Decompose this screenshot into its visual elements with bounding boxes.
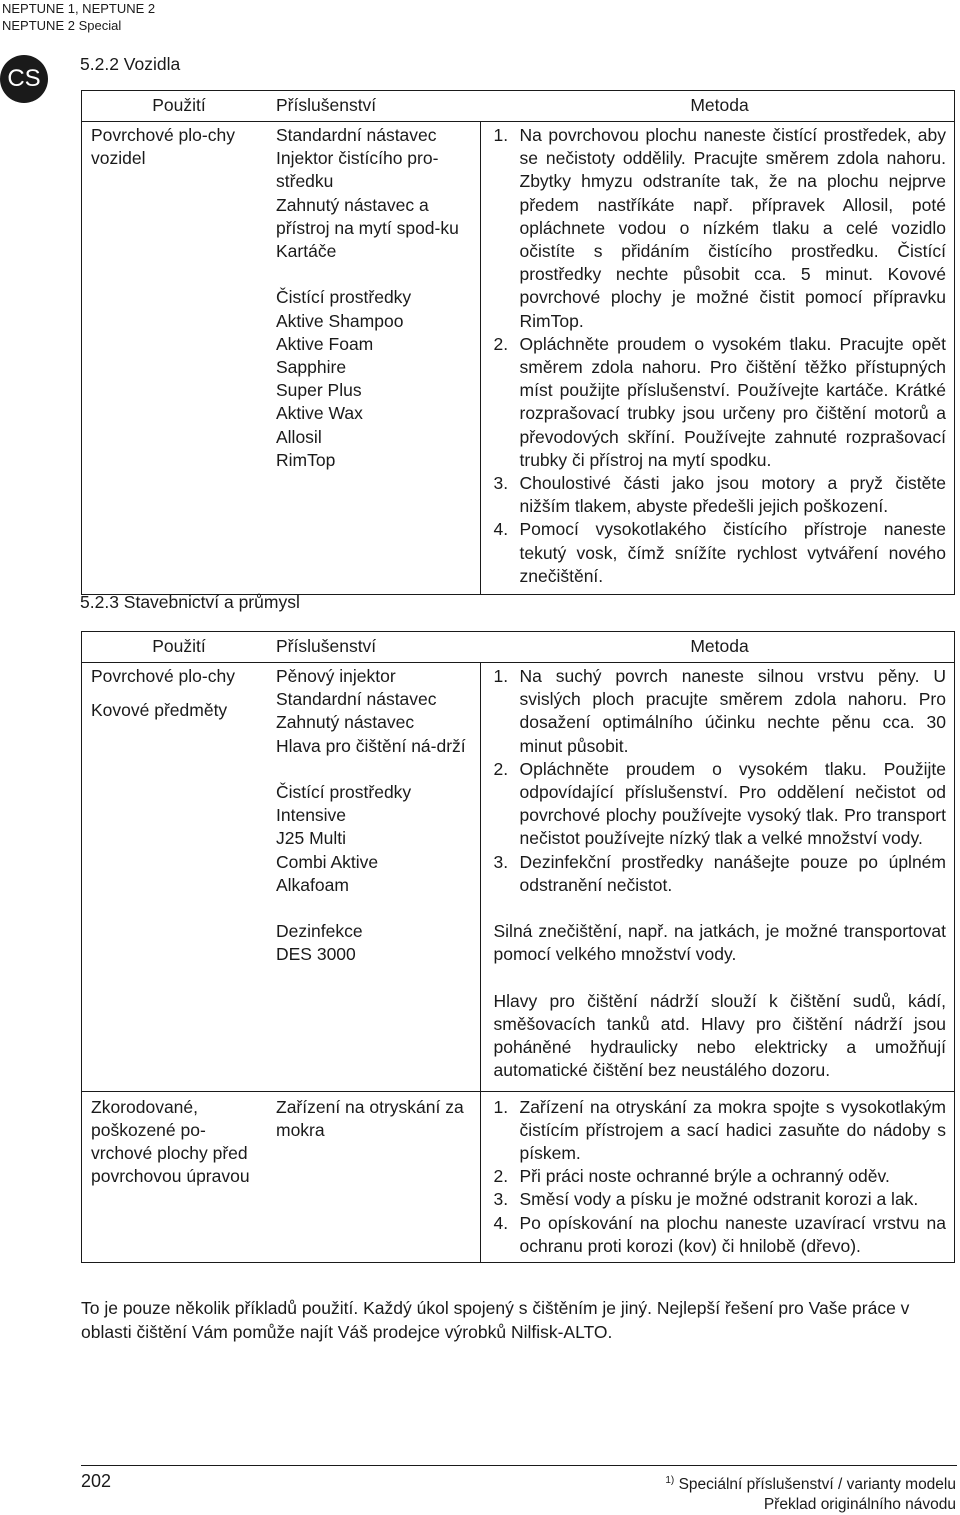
accessory-item: Kartáče (276, 241, 337, 262)
use-cell (82, 663, 268, 1092)
model-line-1: NEPTUNE 1, NEPTUNE 2 (2, 1, 156, 16)
accessory-item: Čistící prostředky (276, 782, 412, 802)
method-note: Silná znečištění, např. na jatkách, je možné transportovat pomocí velkého množství vody. (493, 921, 946, 965)
accessory-item: Combi Aktive (276, 851, 379, 872)
industry-table (81, 631, 955, 1263)
section-title-industry: 5.2.3 Stavebnictví a průmysl (80, 592, 300, 612)
method-step: 1. Na povrchovou plochu naneste čistící prostředek, aby se nečistoty oddělily. Pracujte směrem zdola nahoru. Zbytky hmyzu odstraníte tak, že na plochu nejprve předem nastříkáte např. přípravek Allosil, poté opláchnete vodou o nízkém tlaku a celé vozidlo očistíte s přidáním čistícího prostředku. Čistící prostředky nechte působit cca. 5 minut. Kovové povrchové plochy je možné čistit pomocí přípravku RimTop. (493, 125, 946, 331)
method-step: 2. Při práci noste ochranné brýle a ochranný oděv. (493, 1166, 890, 1187)
accessory-item: Aktive Wax (276, 403, 363, 424)
accessory-item: Zařízení na otryskání za mokra (276, 1096, 464, 1140)
method-note: Hlavy pro čištění nádrží slouží k čištění sudů, kádí, směšovacích tanků atd. Hlavy pro čištění nádrží jsou poháněné hydraulicky nebo elektricky a umožňují automatické čištění bez neustálého dozoru. (493, 990, 946, 1081)
method-step: 3. Směsí vody a písku je možné odstranit korozi a lak. (493, 1189, 919, 1210)
method-step: 4. Pomocí vysokotlakého čistícího přístroje naneste tekutý vosk, čímž snížíte rychlost vytváření nového znečištění. (493, 519, 946, 586)
use-cell (82, 122, 268, 595)
use-cell (82, 1091, 268, 1262)
accessory-item: Hlava pro čištění ná-drží (276, 735, 466, 756)
col-header-method: Metoda (480, 91, 955, 122)
method-step: 3. Choulostivé části jako jsou motory a pryž čistěte nižším tlakem, abyste předešli jejich poškození. (493, 473, 946, 517)
method-step: 2. Opláchněte proudem o vysokém tlaku. Použijte odpovídající příslušenství. Pro oddělení nečistot od povrchové plochy používejte vysoký tlak. Pro transport nečistot používejte nízký tlak a velké množství vody. (493, 758, 946, 849)
method-step: 3. Dezinfekční prostředky nanášejte pouze po úplném odstranění nečistot. (493, 851, 946, 895)
method-cell (480, 1091, 955, 1262)
accessories-cell (267, 1091, 480, 1262)
language-badge: CS (0, 55, 48, 103)
accessory-item: RimTop (276, 449, 336, 470)
document-header (2, 0, 155, 34)
col-header-method: Metoda (480, 632, 955, 663)
method-step: 2. Opláchněte proudem o vysokém tlaku. Pracujte opět směrem zdola nahoru. Pro čištění těžko přístupných míst použijte příslušenství. Používejte kartáče. Krátké rozprašovací trubky jsou určeny pro čištění motorů a převodových skříní. Používejte zahnuté rozprašovací trubky či přístroj na mytí spodku. (493, 333, 946, 470)
method-cell (480, 122, 955, 595)
footnote-mark: 1) (665, 1475, 675, 1486)
use-text: Povrchové plo-chy (91, 666, 235, 686)
accessory-item: Standardní nástavec (276, 125, 437, 145)
page-number: 202 (81, 1471, 112, 1491)
accessory-item: Dezinfekce (276, 921, 363, 942)
footer-divider (81, 1465, 957, 1466)
vehicles-table (81, 90, 955, 595)
method-step: 4. Po opískování na plochu naneste uzavírací vrstvu na ochranu proti korozi (kov) či hnilobě (dřevo). (493, 1212, 946, 1256)
accessory-item: Injektor čistícího pro-středku (276, 148, 439, 192)
col-header-accessories: Příslušenství (267, 632, 480, 663)
accessory-item: Čistící prostředky (276, 287, 412, 308)
accessory-item: DES 3000 (276, 944, 356, 965)
use-text: Povrchové plo-chy vozidel (91, 125, 235, 169)
method-step: 1. Na suchý povrch naneste silnou vrstvu pěny. U svislých ploch pracujte směrem zdola nahoru. Pro dosažení optimálního účinku nechte pěnu cca. 30 minut působit. (493, 666, 946, 756)
col-header-accessories: Příslušenství (267, 91, 480, 122)
footnote-text: Speciální příslušenství / varianty modelu (678, 1476, 956, 1494)
accessory-item: Super Plus (276, 380, 362, 401)
translation-note: Překlad originálního návodu (763, 1496, 956, 1514)
accessory-item: Sapphire (276, 357, 347, 378)
accessory-item: J25 Multi (276, 828, 347, 849)
col-header-use: Použití (82, 632, 268, 663)
col-header-use: Použití (82, 91, 268, 122)
section-title-vehicles: 5.2.2 Vozidla (80, 54, 181, 74)
accessory-item: Allosil (276, 426, 322, 447)
accessory-item: Zahnutý nástavec a přístroj na mytí spod-ku (276, 194, 459, 238)
footer-notes (665, 1471, 956, 1515)
method-step: 1. Zařízení na otryskání za mokra spojte s vysokotlakým čistícím přístrojem a sací hadici zasuňte do nádoby s pískem. (493, 1096, 946, 1164)
accessory-item: Alkafoam (276, 874, 349, 895)
accessory-item: Zahnutý nástavec (276, 712, 415, 733)
method-cell (480, 663, 955, 1092)
accessory-item: Standardní nástavec (276, 689, 437, 710)
accessory-item: Intensive (276, 805, 347, 826)
use-text: Kovové předměty (91, 700, 228, 721)
closing-paragraph: To je pouze několik příkladů použití. Každý úkol spojený s čištěním je jiný. Nejlepší řešení pro Vaše práce v oblasti čištění Vám pomůže najít Váš prodejce výrobků Nilfisk-ALTO. (81, 1298, 910, 1342)
use-text: Zkorodované, poškozené po-vrchové plochy před povrchovou úpravou (91, 1096, 250, 1187)
accessories-cell (267, 663, 480, 1092)
model-line-2: NEPTUNE 2 Special (2, 18, 122, 33)
accessory-item: Pěnový injektor (276, 666, 396, 686)
accessories-cell (267, 122, 480, 595)
accessory-item: Aktive Shampoo (276, 310, 404, 331)
accessory-item: Aktive Foam (276, 333, 374, 354)
